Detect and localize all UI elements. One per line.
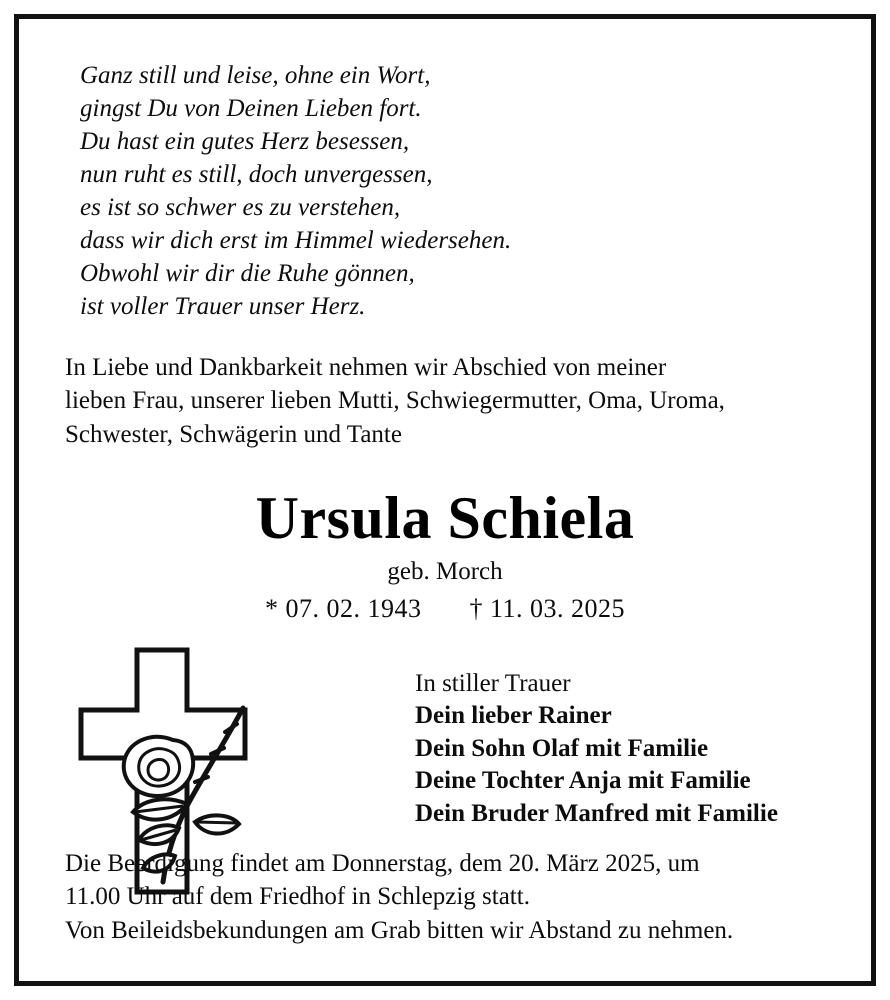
obituary-content bbox=[19, 19, 871, 981]
intro-line: In Liebe und Dankbarkeit nehmen wir Abschied von meiner bbox=[65, 354, 667, 381]
life-dates bbox=[65, 594, 825, 624]
poem-line: nun ruht es still, doch unvergessen, bbox=[80, 161, 433, 188]
funeral-line: 11.00 Uhr auf dem Friedhof in Schlepzig statt. bbox=[65, 883, 530, 910]
poem-line: Ganz still und leise, ohne ein Wort, bbox=[80, 62, 431, 89]
poem-block bbox=[65, 59, 825, 323]
maiden-name: geb. Morch bbox=[387, 557, 503, 585]
funeral-details bbox=[65, 847, 831, 948]
death-symbol: † bbox=[469, 593, 483, 623]
poem-line: dass wir dich erst im Himmel wiedersehen. bbox=[80, 227, 512, 254]
poem-line: es ist so schwer es zu verstehen, bbox=[80, 194, 401, 221]
mourner-line: Dein lieber Rainer bbox=[415, 702, 612, 730]
intro-block bbox=[65, 351, 825, 451]
mourning-lead: In stiller Trauer bbox=[415, 669, 571, 697]
poem-line: ist voller Trauer unser Herz. bbox=[80, 293, 366, 320]
death-date: 11. 03. 2025 bbox=[489, 593, 626, 623]
birth-symbol: * bbox=[264, 593, 279, 623]
obituary-notice-card bbox=[14, 14, 876, 986]
funeral-line: Die Beerdigung findet am Donnerstag, dem 20. März 2025, um bbox=[65, 849, 700, 877]
deceased-name: Ursula Schiela bbox=[255, 484, 635, 551]
funeral-line: Von Beileidsbekundungen am Grab bitten wir Abstand zu nehmen. bbox=[65, 916, 734, 944]
mourner-line: Deine Tochter Anja mit Familie bbox=[415, 767, 751, 795]
mourner-line: Dein Sohn Olaf mit Familie bbox=[415, 734, 709, 762]
mourner-line: Dein Bruder Manfred mit Familie bbox=[415, 799, 778, 827]
birth-date: 07. 02. 1943 bbox=[285, 593, 422, 623]
intro-line: Schwester, Schwägerin und Tante bbox=[65, 420, 402, 448]
intro-line: lieben Frau, unserer lieben Mutti, Schwiegermutter, Oma, Uroma, bbox=[65, 387, 725, 415]
mourners-block bbox=[415, 646, 825, 831]
poem-line: Obwohl wir dir die Ruhe gönnen, bbox=[80, 260, 415, 287]
poem-line: Du hast ein gutes Herz besessen, bbox=[80, 128, 410, 155]
poem-line: gingst Du von Deinen Lieben fort. bbox=[80, 95, 422, 122]
